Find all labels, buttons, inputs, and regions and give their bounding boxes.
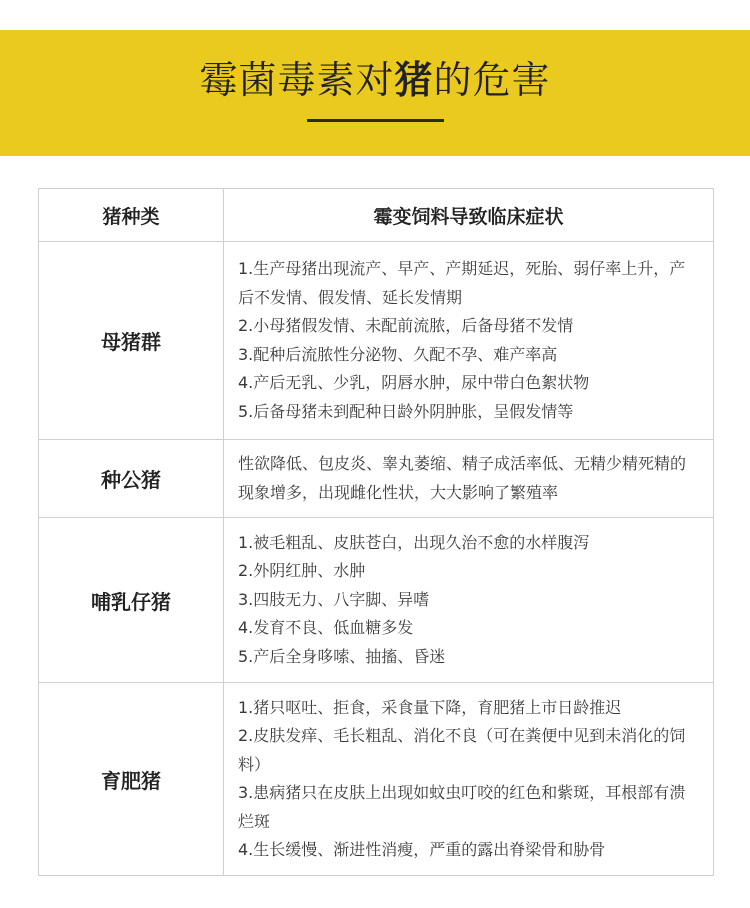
symptom-line: 1.猪只呕吐、拒食，采食量下降，育肥猪上市日龄推迟 <box>238 697 622 717</box>
title-text-highlight: 猪 <box>394 58 434 102</box>
symptom-line: 4.生长缓慢、渐进性消瘦，严重的露出脊梁骨和胁骨 <box>238 840 606 859</box>
table-header-row <box>39 189 714 242</box>
pig-type-cell: 母猪群 <box>39 242 224 440</box>
column-header-symptoms: 霉变饲料导致临床症状 <box>224 189 714 242</box>
title-underline <box>307 119 444 122</box>
symptom-line: 3.配种后流脓性分泌物、久配不孕、难产率高 <box>238 344 558 364</box>
table-row <box>39 242 714 440</box>
title-text-after: 的危害 <box>433 58 551 102</box>
table-row <box>39 683 714 876</box>
symptom-line: 4.发育不良、低血糖多发 <box>238 618 414 638</box>
symptoms-cell <box>224 518 714 683</box>
pig-type-cell: 育肥猪 <box>39 683 224 876</box>
pig-type-cell: 种公猪 <box>39 440 224 518</box>
symptom-line: 5.后备母猪未到配种日龄外阴肿胀，呈假发情等 <box>238 401 574 421</box>
symptoms-cell <box>224 683 714 876</box>
page-title <box>0 50 750 110</box>
table-row <box>39 440 714 518</box>
symptoms-cell <box>224 242 714 440</box>
symptom-line: 3.患病猪只在皮肤上出现如蚊虫叮咬的红色和紫斑，耳根部有溃烂斑 <box>238 783 686 831</box>
symptoms-cell <box>224 440 714 518</box>
symptom-line: 1.被毛粗乱、皮肤苍白，出现久治不愈的水样腹泻 <box>238 532 590 552</box>
title-text-before: 霉菌毒素对 <box>199 58 395 102</box>
symptom-line: 2.外阴红肿、水肿 <box>238 561 366 581</box>
column-header-type: 猪种类 <box>39 189 224 242</box>
pig-type-cell: 哺乳仔猪 <box>39 518 224 683</box>
symptom-line: 性欲降低、包皮炎、睾丸萎缩、精子成活率低、无精少精死精的现象增多，出现雌化性状，大大影响了繁殖率 <box>238 454 687 502</box>
symptom-line: 1.生产母猪出现流产、早产、产期延迟，死胎、弱仔率上升，产后不发情、假发情、延长发情期 <box>238 259 686 307</box>
symptom-line: 5.产后全身哆嗦、抽搐、昏迷 <box>238 646 446 666</box>
table-row <box>39 518 714 683</box>
symptom-line: 2.皮肤发痒、毛长粗乱、消化不良（可在粪便中见到未消化的饲料） <box>238 726 686 774</box>
symptom-line: 2.小母猪假发情、未配前流脓，后备母猪不发情 <box>238 316 574 335</box>
symptom-table <box>38 188 714 876</box>
symptom-line: 4.产后无乳、少乳，阴唇水肿，尿中带白色絮状物 <box>238 373 590 392</box>
symptom-line: 3.四肢无力、八字脚、异嗜 <box>238 589 430 609</box>
